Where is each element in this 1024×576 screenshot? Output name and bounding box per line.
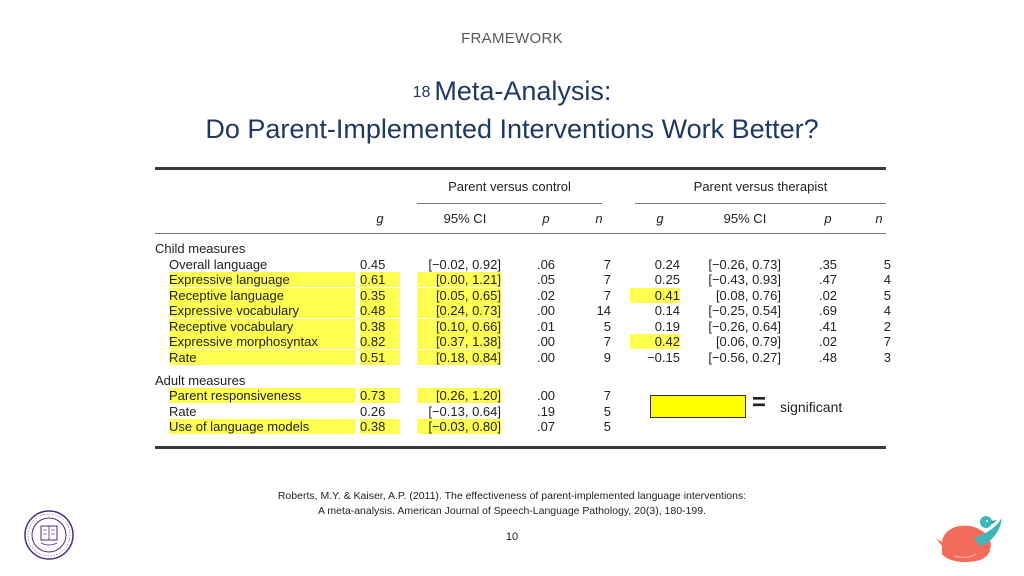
row-label: Rate bbox=[169, 350, 355, 365]
cell-ci-therapist: [−0.26, 0.73] bbox=[708, 256, 781, 272]
legend-swatch bbox=[650, 395, 746, 418]
citation-line-2: A meta-analysis. American Journal of Speech-Language Pathology, 20(3), 180-199. bbox=[318, 505, 706, 517]
cell-p-control: .05 bbox=[536, 272, 556, 287]
cell-p-control: .01 bbox=[536, 318, 556, 334]
cell-ci-therapist: [0.06, 0.79] bbox=[715, 334, 781, 349]
table-top-rule bbox=[155, 167, 886, 170]
column-header: 95% CI bbox=[443, 211, 487, 226]
page-number: 10 bbox=[505, 531, 519, 543]
cell-p-therapist: .69 bbox=[818, 303, 838, 318]
cell-p-therapist: .35 bbox=[818, 256, 838, 272]
section-heading: Adult measures bbox=[155, 372, 246, 388]
title-line-2: Do Parent-Implemented Interventions Work Better? bbox=[205, 114, 819, 144]
cell-p-therapist: .41 bbox=[818, 318, 838, 334]
table-header-rule bbox=[155, 233, 886, 234]
cell-ci-control: [0.37, 1.38] bbox=[417, 334, 501, 349]
cell-n-therapist: 4 bbox=[883, 303, 891, 318]
table-bottom-rule bbox=[155, 446, 886, 449]
section-heading: Child measures bbox=[155, 241, 246, 256]
cell-n-therapist: 3 bbox=[883, 349, 891, 365]
cell-g-control: 0.45 bbox=[360, 256, 386, 272]
cell-p-therapist: .47 bbox=[818, 272, 838, 287]
legend-equals: = bbox=[752, 389, 767, 416]
cell-g-therapist: −0.15 bbox=[647, 349, 680, 365]
cell-n-therapist: 7 bbox=[883, 334, 891, 349]
citation-line-1: Roberts, M.Y. & Kaiser, A.P. (2011). The effectiveness of parent-implemented language interventions: bbox=[277, 490, 747, 502]
row-label: Parent responsiveness bbox=[169, 388, 355, 403]
cell-g-therapist: 0.25 bbox=[654, 272, 680, 287]
cell-n-control: 7 bbox=[603, 334, 611, 349]
row-label: Receptive vocabulary bbox=[169, 319, 355, 334]
row-label: Rate bbox=[169, 403, 197, 419]
results-table bbox=[155, 167, 891, 450]
cell-ci-therapist: [−0.25, 0.54] bbox=[708, 303, 781, 318]
cell-g-therapist: 0.19 bbox=[654, 318, 680, 334]
cell-n-therapist: 2 bbox=[883, 318, 891, 334]
cell-ci-therapist: [−0.43, 0.93] bbox=[708, 272, 781, 287]
cell-ci-control: [−0.02, 0.92] bbox=[428, 256, 501, 272]
cell-p-therapist: .02 bbox=[818, 287, 838, 303]
cell-ci-control: [0.26, 1.20] bbox=[417, 388, 501, 403]
cell-ci-therapist: [0.08, 0.76] bbox=[715, 287, 781, 303]
group-underline-therapist bbox=[635, 203, 886, 204]
column-header: p bbox=[542, 211, 550, 226]
cell-n-control: 7 bbox=[603, 272, 611, 287]
cell-n-control: 7 bbox=[603, 256, 611, 272]
cell-g-therapist: 0.14 bbox=[654, 303, 680, 318]
bird-logo-icon bbox=[934, 512, 1008, 564]
column-header: n bbox=[875, 211, 883, 226]
cell-ci-control: [−0.13, 0.64] bbox=[428, 403, 501, 419]
cell-ci-therapist: [−0.26, 0.64] bbox=[708, 318, 781, 334]
group-header-control: Parent versus control bbox=[448, 179, 571, 194]
cell-g-control: 0.48 bbox=[360, 303, 400, 318]
cell-g-therapist: 0.41 bbox=[630, 288, 680, 303]
row-label: Receptive language bbox=[169, 288, 355, 303]
row-label: Expressive morphosyntax bbox=[169, 334, 355, 349]
cell-p-control: .07 bbox=[536, 419, 556, 435]
cell-p-control: .00 bbox=[536, 303, 556, 318]
cell-n-control: 5 bbox=[603, 403, 611, 419]
citation bbox=[0, 489, 1024, 519]
cell-ci-control: [0.24, 0.73] bbox=[417, 303, 501, 318]
cell-g-control: 0.38 bbox=[360, 419, 400, 434]
group-header-therapist: Parent versus therapist bbox=[693, 179, 828, 194]
row-label: Expressive language bbox=[169, 272, 355, 287]
cell-ci-therapist: [−0.56, 0.27] bbox=[708, 349, 781, 365]
cell-p-therapist: .02 bbox=[818, 334, 838, 349]
row-label: Overall language bbox=[169, 256, 268, 272]
cell-ci-control: [0.05, 0.65] bbox=[417, 288, 501, 303]
cell-p-control: .00 bbox=[536, 388, 556, 404]
cell-n-therapist: 5 bbox=[883, 287, 891, 303]
column-header: p bbox=[824, 211, 832, 226]
title-line-1 bbox=[0, 72, 1024, 110]
cell-ci-control: [−0.03, 0.80] bbox=[417, 419, 501, 434]
cell-ci-control: [0.00, 1.21] bbox=[417, 272, 501, 287]
row-label: Expressive vocabulary bbox=[169, 303, 355, 318]
legend-label: significant bbox=[780, 399, 843, 415]
section-header: FRAMEWORK bbox=[461, 30, 563, 47]
title-line-1-text: Meta-Analysis: bbox=[434, 76, 612, 106]
cell-ci-control: [0.10, 0.66] bbox=[417, 319, 501, 334]
cell-p-therapist: .48 bbox=[818, 349, 838, 365]
cell-g-control: 0.35 bbox=[360, 288, 400, 303]
cell-p-control: .06 bbox=[536, 256, 556, 272]
university-seal-icon bbox=[24, 510, 74, 560]
column-header: n bbox=[595, 211, 603, 226]
slide-title bbox=[0, 72, 1024, 148]
cell-n-control: 5 bbox=[603, 419, 611, 435]
cell-n-control: 5 bbox=[603, 318, 611, 334]
cell-p-control: .19 bbox=[536, 403, 556, 419]
cell-g-control: 0.51 bbox=[360, 350, 400, 365]
cell-n-control: 7 bbox=[603, 388, 611, 404]
cell-p-control: .00 bbox=[536, 334, 556, 349]
cell-n-control: 14 bbox=[596, 303, 611, 318]
cell-ci-control: [0.18, 0.84] bbox=[417, 350, 501, 365]
cell-g-control: 0.73 bbox=[360, 388, 400, 403]
group-underline-control bbox=[417, 203, 602, 204]
cell-n-therapist: 5 bbox=[883, 256, 891, 272]
cell-n-control: 7 bbox=[603, 287, 611, 303]
column-header: 95% CI bbox=[723, 211, 767, 226]
cell-g-control: 0.61 bbox=[360, 272, 400, 287]
cell-g-therapist: 0.24 bbox=[654, 256, 680, 272]
cell-g-control: 0.38 bbox=[360, 319, 400, 334]
cell-g-control: 0.82 bbox=[360, 334, 400, 349]
cell-p-control: .00 bbox=[536, 349, 556, 365]
row-label: Use of language models bbox=[169, 419, 355, 434]
column-header: g bbox=[376, 211, 384, 226]
column-header: g bbox=[656, 211, 664, 226]
cell-p-control: .02 bbox=[536, 287, 556, 303]
cell-g-control: 0.26 bbox=[360, 403, 386, 419]
cell-g-therapist: 0.42 bbox=[630, 334, 680, 349]
cell-n-therapist: 4 bbox=[883, 272, 891, 287]
title-superscript: 18 bbox=[412, 84, 431, 101]
cell-n-control: 9 bbox=[603, 349, 611, 365]
